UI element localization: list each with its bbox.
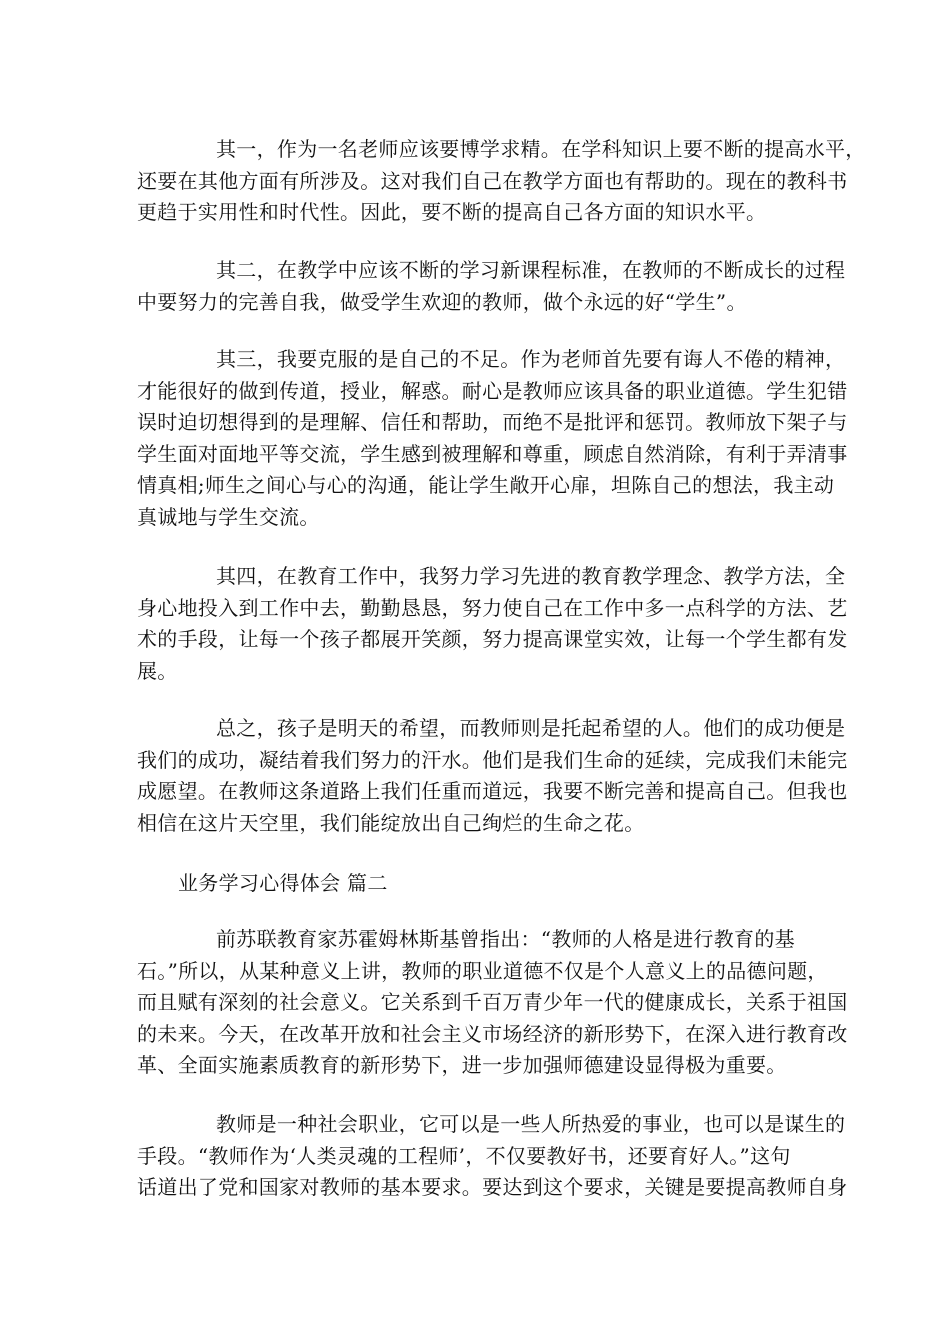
paragraph-line: 而且赋有深刻的社会意义。它关系到千百万青少年一代的健康成长，关系于祖国 [137, 990, 848, 1014]
paragraph-line: 更趋于实用性和时代性。因此，要不断的提高自己各方面的知识水平。 [137, 200, 767, 224]
paragraph-line: 学生面对面地平等交流，学生感到被理解和尊重，顾虑自然消除，有利于弄清事 [137, 441, 848, 466]
paragraph-line: 身心地投入到工作中去，勤勤恳恳，努力使自己在工作中多一点科学的方法、艺 [137, 595, 848, 620]
paragraph-line: 其一，作为一名老师应该要博学求精。在学科知识上要不断的提高水平， [216, 137, 866, 161]
paragraph-line: 中要努力的完善自我，做受学生欢迎的教师，做个永远的好“学生”。 [137, 289, 747, 314]
paragraph-6 [137, 924, 848, 1082]
paragraph-line: 的未来。今天，在改革开放和社会主义市场经济的新形势下，在深入进行教育改 [137, 1021, 848, 1046]
paragraph-line: 成愿望。在教师这条道路上我们任重而道远，我要不断完善和提高自己。但我也 [137, 779, 848, 803]
paragraph-line: 其四，在教育工作中，我努力学习先进的教育教学理念、教学方法，全 [216, 564, 846, 588]
paragraph-line: 还要在其他方面有所涉及。这对我们自己在教学方面也有帮助的。现在的教科书 [137, 168, 848, 193]
paragraph-line: 前苏联教育家苏霍姆林斯基曾指出：“教师的人格是进行教育的基 [216, 927, 795, 951]
paragraph-line: 相信在这片天空里，我们能绽放出自己绚烂的生命之花。 [137, 810, 645, 835]
section-heading: 业务学习心得体会 篇二 [178, 871, 388, 895]
paragraph-line: 其二，在教学中应该不断的学习新课程标准，在教师的不断成长的过程 [216, 258, 846, 282]
paragraph-7 [137, 1109, 848, 1204]
paragraph-line: 其三，我要克服的是自己的不足。作为老师首先要有诲人不倦的精神， [216, 347, 846, 371]
paragraph-line: 石。”所以，从某种意义上讲，教师的职业道德不仅是个人意义上的品德问题， [137, 958, 828, 983]
paragraph-line: 手段。“教师作为‘人类灵魂的工程师’，不仅要教好书，还要育好人。”这句 [137, 1143, 791, 1168]
paragraph-line: 情真相;师生之间心与心的沟通，能让学生敞开心扉，坦陈自己的想法，我主动 [137, 473, 835, 497]
paragraph-5 [137, 713, 848, 839]
paragraph-line: 误时迫切想得到的是理解、信任和帮助，而绝不是批评和惩罚。教师放下架子与 [137, 410, 848, 434]
paragraph-line: 教师是一种社会职业，它可以是一些人所热爱的事业，也可以是谋生的 [216, 1112, 846, 1136]
paragraph-line: 话道出了党和国家对教师的基本要求。要达到这个要求，关键是要提高教师自身 [137, 1175, 848, 1199]
paragraph-3 [137, 344, 848, 533]
paragraph-line: 才能很好的做到传道，授业，解惑。耐心是教师应该具备的职业道德。学生犯错 [137, 378, 848, 403]
paragraph-line: 真诚地与学生交流。 [137, 504, 320, 529]
paragraph-line: 我们的成功，凝结着我们努力的汗水。他们是我们生命的延续，完成我们未能完 [137, 747, 848, 772]
paragraph-line: 总之，孩子是明天的希望，而教师则是托起希望的人。他们的成功便是 [216, 716, 846, 740]
paragraph-1 [137, 134, 866, 229]
paragraph-line: 展。 [137, 658, 178, 683]
paragraph-line: 革、全面实施素质教育的新形势下，进一步加强师德建设显得极为重要。 [137, 1053, 787, 1077]
paragraph-2 [137, 255, 846, 318]
paragraph-line: 术的手段，让每一个孩子都展开笑颜，努力提高课堂实效，让每一个学生都有发 [137, 627, 848, 651]
paragraph-4 [137, 561, 848, 687]
